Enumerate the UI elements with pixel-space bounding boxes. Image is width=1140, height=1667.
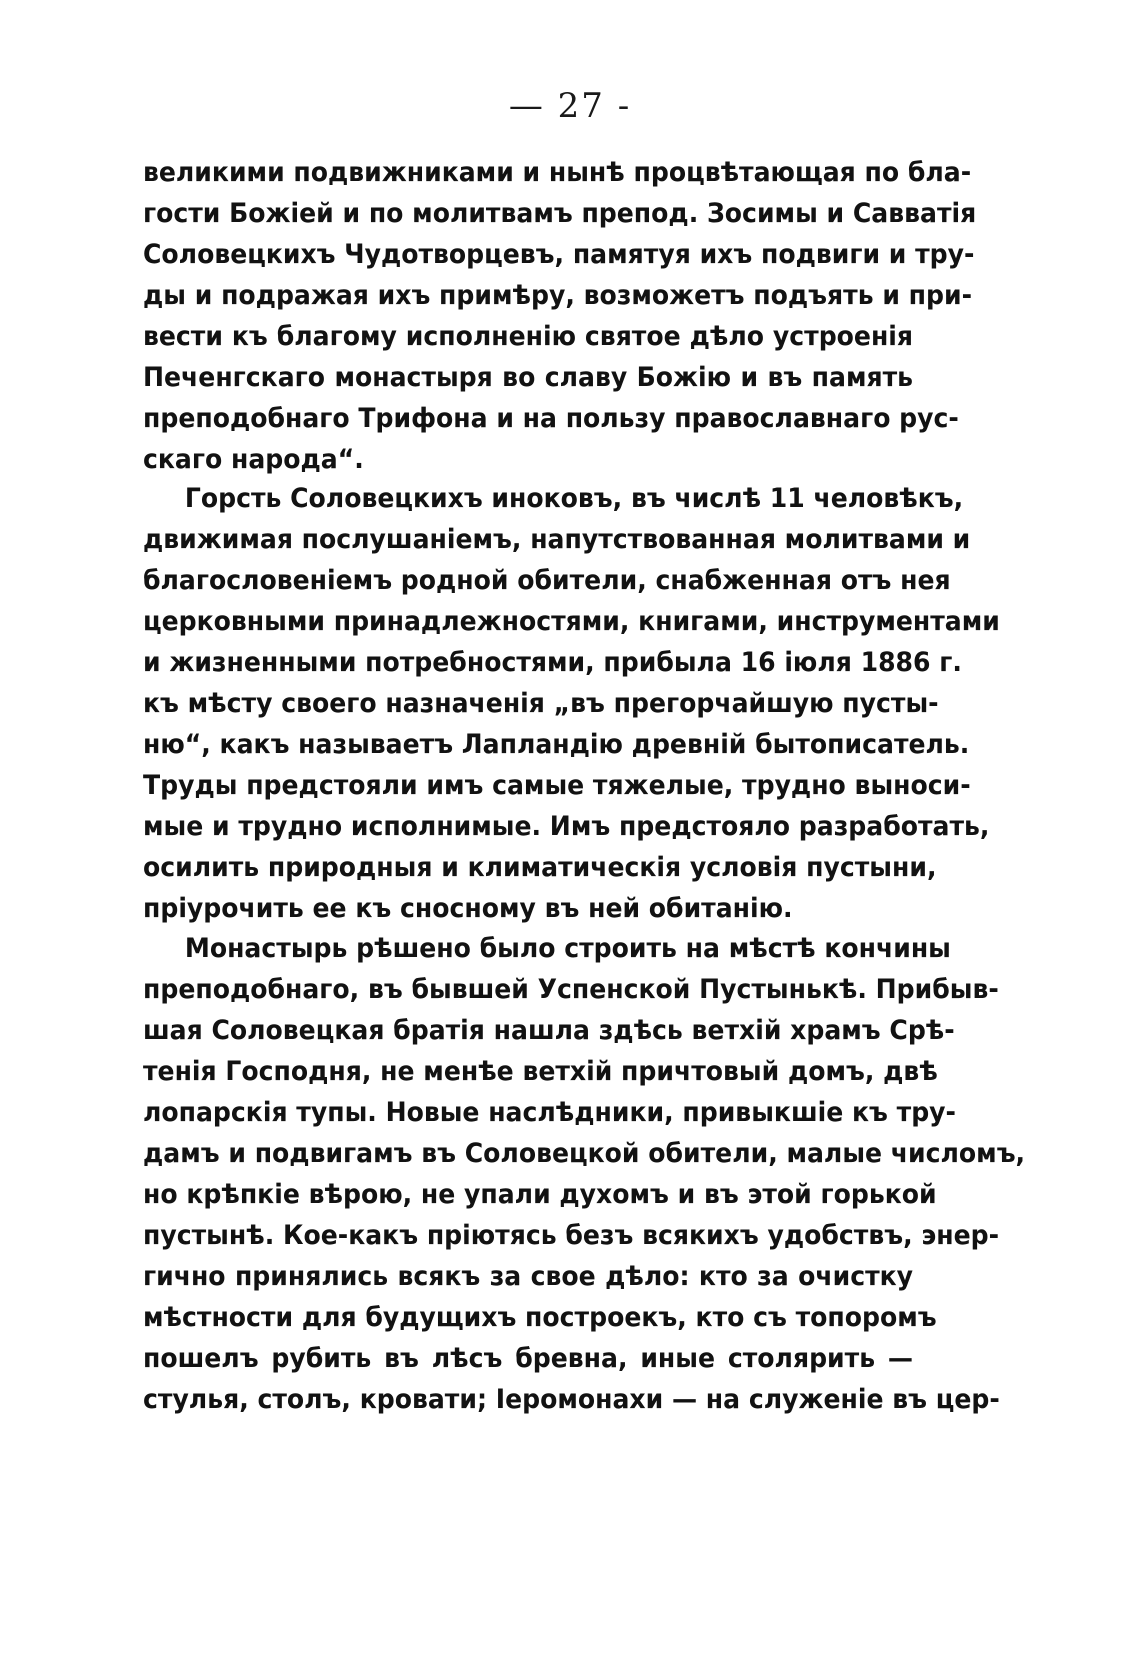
text-line: пошелъ рубить въ лѣсъ бревна, иные столярить — bbox=[143, 1343, 914, 1374]
page-number: — 27 - bbox=[508, 86, 632, 126]
text-line: гично принялись всякъ за свое дѣло: кто за очистку bbox=[143, 1261, 914, 1292]
text-line: движимая послушаніемъ, напутствованная молитвами и bbox=[143, 524, 971, 555]
text-line: къ мѣсту своего назначенія „въ прегорчайшую пусты- bbox=[143, 688, 939, 719]
text-line: осилить природныя и климатическія условія пустыни, bbox=[143, 852, 937, 883]
paragraph-1 bbox=[143, 152, 977, 480]
text-line: и жизненными потребностями, прибыла 16 іюля 1886 г. bbox=[143, 647, 962, 678]
text-line: тенія Господня, не менѣе ветхій причтовый домъ, двѣ bbox=[143, 1056, 938, 1087]
text-line: дамъ и подвигамъ въ Соловецкой обители, малые числомъ, bbox=[143, 1138, 1026, 1169]
text-line: мые и трудно исполнимые. Имъ предстояло разработать, bbox=[143, 811, 990, 842]
text-line: ню“, какъ называетъ Лапландію древній бытописатель. bbox=[143, 729, 970, 760]
text-line: великими подвижниками и нынѣ процвѣтающая по бла- bbox=[143, 157, 972, 188]
text-line: преподобнаго, въ бывшей Успенской Пустынькѣ. Прибыв- bbox=[143, 974, 999, 1005]
text-line: вести къ благому исполненію святое дѣло устроенія bbox=[143, 321, 914, 352]
text-line: но крѣпкіе вѣрою, не упали духомъ и въ этой горькой bbox=[143, 1179, 937, 1210]
text-line: Горсть Соловецкихъ иноковъ, въ числѣ 11 человѣкъ, bbox=[184, 483, 964, 514]
text-line: шая Соловецкая братія нашла здѣсь ветхій храмъ Срѣ- bbox=[143, 1015, 955, 1046]
text-line: мѣстности для будущихъ построекъ, кто съ топоромъ bbox=[143, 1302, 937, 1333]
text-line: лопарскія тупы. Новые наслѣдники, привыкшіе къ тру- bbox=[143, 1097, 956, 1128]
text-line: Соловецкихъ Чудотворцевъ, памятуя ихъ подвиги и тру- bbox=[143, 239, 975, 270]
text-line: благословеніемъ родной обители, снабженная отъ нея bbox=[143, 565, 951, 596]
paragraph-3 bbox=[143, 928, 1026, 1420]
text-line: пустынѣ. Кое-какъ пріютясь безъ всякихъ удобствъ, энер- bbox=[143, 1220, 1000, 1251]
text-line: скаго народа“. bbox=[143, 444, 364, 475]
text-line: преподобнаго Трифона и на пользу православнаго рус- bbox=[143, 403, 959, 434]
text-line: Монастырь рѣшено было строить на мѣстѣ кончины bbox=[184, 933, 951, 964]
text-line: гости Божіей и по молитвамъ препод. Зосимы и Савватія bbox=[143, 198, 977, 229]
text-line: пріурочить ее къ сносному въ ней обитанію. bbox=[143, 893, 793, 924]
paragraph-2 bbox=[143, 478, 1000, 929]
text-line: церковными принадлежностями, книгами, инструментами bbox=[143, 606, 1000, 637]
text-line: Печенгскаго монастыря во славу Божію и въ память bbox=[143, 362, 914, 393]
text-line: Труды предстояли имъ самые тяжелые, трудно выноси- bbox=[143, 770, 971, 801]
text-line: стулья, столъ, кровати; Іеромонахи — на служеніе въ цер- bbox=[143, 1384, 1000, 1415]
text-line: ды и подражая ихъ примѣру, возможетъ подъять и при- bbox=[143, 280, 973, 311]
